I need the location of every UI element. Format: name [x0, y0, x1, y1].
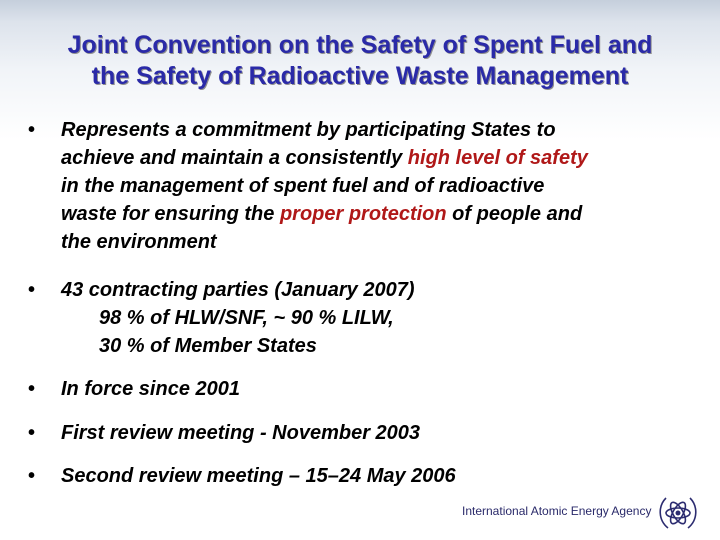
text-span: waste for ensuring the: [61, 203, 280, 225]
bullet-text: Second review meeting – 15–24 May 2006: [61, 465, 456, 487]
bullet-glyph: •: [28, 119, 36, 141]
highlight-high-level-of-safety: high level of safety: [407, 147, 588, 169]
bullet-text: In force since 2001: [61, 378, 240, 400]
bullet-1-line-2: [61, 144, 711, 172]
bullet-glyph: •: [28, 422, 36, 444]
bullet-1-line-1: Represents a commitment by participating States to: [61, 119, 556, 141]
iaea-logo-icon: [656, 490, 700, 534]
title-line-2: the Safety of Radioactive Waste Management: [91, 62, 629, 90]
bullet-1-line-4: [61, 200, 711, 228]
bullet-text: [61, 116, 711, 256]
bullet-text: [61, 276, 711, 360]
bullet-glyph: •: [28, 279, 36, 301]
text-span: achieve and maintain a consistently: [61, 147, 408, 169]
bullet-2-line-3: 30 % of Member States: [99, 335, 317, 357]
highlight-proper-protection: proper protection: [279, 203, 447, 225]
footer-org-name: International Atomic Energy Agency: [462, 504, 652, 518]
bullet-2-line-2: 98 % of HLW/SNF, ~ 90 % LILW,: [99, 307, 394, 329]
bullet-2-line-1: 43 contracting parties (January 2007): [61, 279, 415, 301]
bullet-text: First review meeting - November 2003: [61, 422, 421, 444]
bullet-1-line-5: the environment: [61, 231, 217, 253]
bullet-glyph: •: [28, 378, 36, 400]
text-span: of people and: [446, 203, 583, 225]
bullet-1-line-3: in the management of spent fuel and of radioactive: [61, 175, 545, 197]
bullet-glyph: •: [28, 465, 36, 487]
title-line-1: Joint Convention on the Safety of Spent Fuel and: [67, 31, 653, 59]
